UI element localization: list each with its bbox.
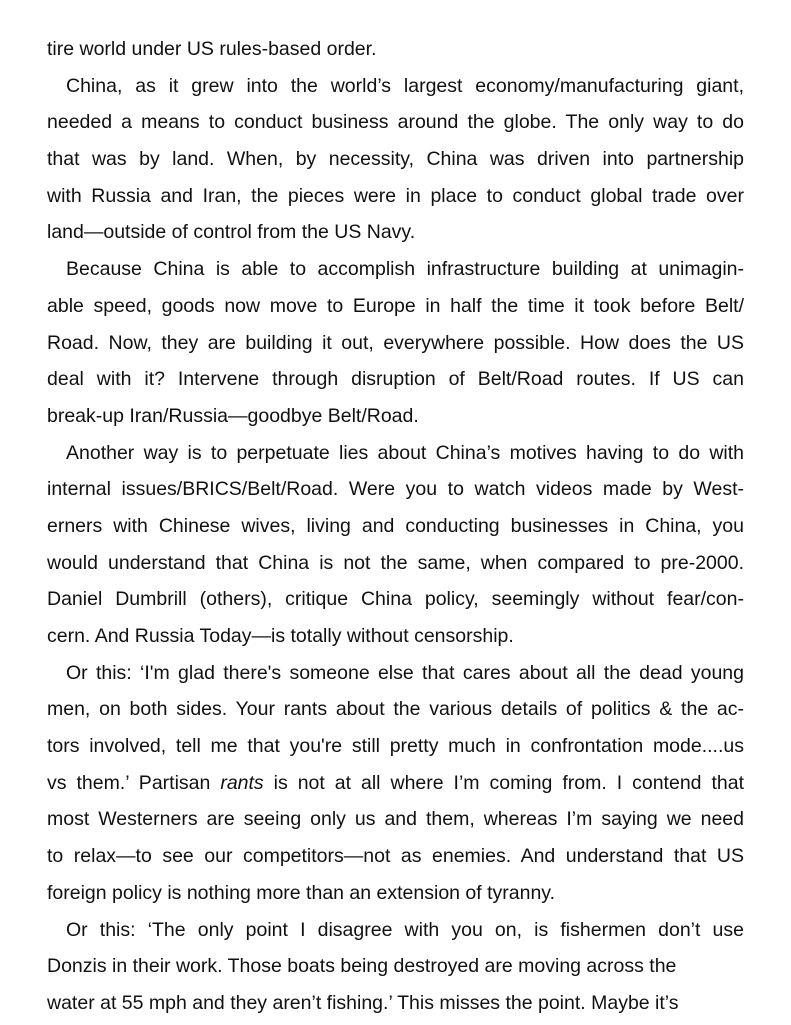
text-line: internal issues/BRICS/Belt/Road. Were you to watch videos made by West- — [47, 478, 744, 501]
text-line: most Westerners are seeing only us and them, whereas I’m saying we need — [47, 808, 744, 831]
text-segment: is not at all where I’m coming from. I contend that — [263, 771, 744, 794]
text-line: able speed, goods now move to Europe in half the time it took before Belt/ — [47, 294, 744, 317]
paragraph-first-line: Because China is able to accomplish infrastructure building at unimagin- — [66, 258, 744, 281]
text-line: erners with Chinese wives, living and conducting businesses in China, you — [47, 514, 744, 537]
text-line: break-up Iran/Russia—goodbye Belt/Road. — [47, 404, 419, 427]
text-line: would understand that China is not the same, when compared to pre-2000. — [47, 551, 744, 574]
text-line: tors involved, tell me that you're still pretty much in confrontation mode....us — [47, 735, 744, 758]
italic-word: rants — [220, 771, 264, 794]
paragraph-first-line: China, as it grew into the world’s largest economy/manufacturing giant, — [66, 74, 744, 97]
text-line: Daniel Dumbrill (others), critique China policy, seemingly without fear/con- — [47, 588, 744, 611]
text-line: deal with it? Intervene through disruption of Belt/Road routes. If US can — [47, 368, 744, 391]
text-line: tire world under US rules-based order. — [47, 38, 377, 60]
text-line: cern. And Russia Today—is totally without censorship. — [47, 625, 514, 647]
text-line-with-italic — [47, 768, 744, 805]
text-line: Donzis in their work. Those boats being destroyed are moving across the — [47, 955, 677, 978]
text-segment: vs them.’ Partisan — [47, 771, 221, 794]
paragraph-first-line: Or this: ‘The only point I disagree with you on, is fishermen don’t use — [66, 918, 744, 941]
text-line: needed a means to conduct business around the globe. The only way to do — [47, 111, 744, 134]
paragraph-first-line: Or this: ‘I'm glad there's someone else that cares about all the dead young — [66, 661, 744, 684]
text-line: to relax—to see our competitors—not as enemies. And understand that US — [47, 845, 744, 868]
paragraph-first-line: Another way is to perpetuate lies about China’s motives having to do with — [66, 441, 744, 464]
text-line: Road. Now, they are building it out, everywhere possible. How does the US — [47, 331, 744, 354]
text-line: men, on both sides. Your rants about the various details of politics & the ac- — [47, 698, 744, 721]
document-page — [47, 34, 744, 1025]
text-line: land—outside of control from the US Navy. — [47, 221, 416, 244]
text-line: water at 55 mph and they aren’t fishing.’ This misses the point. Maybe it’s — [47, 991, 679, 1014]
text-line: with Russia and Iran, the pieces were in place to conduct global trade over — [47, 184, 744, 207]
text-line: that was by land. When, by necessity, China was driven into partnership — [47, 148, 744, 171]
text-line: foreign policy is nothing more than an extension of tyranny. — [47, 881, 556, 904]
